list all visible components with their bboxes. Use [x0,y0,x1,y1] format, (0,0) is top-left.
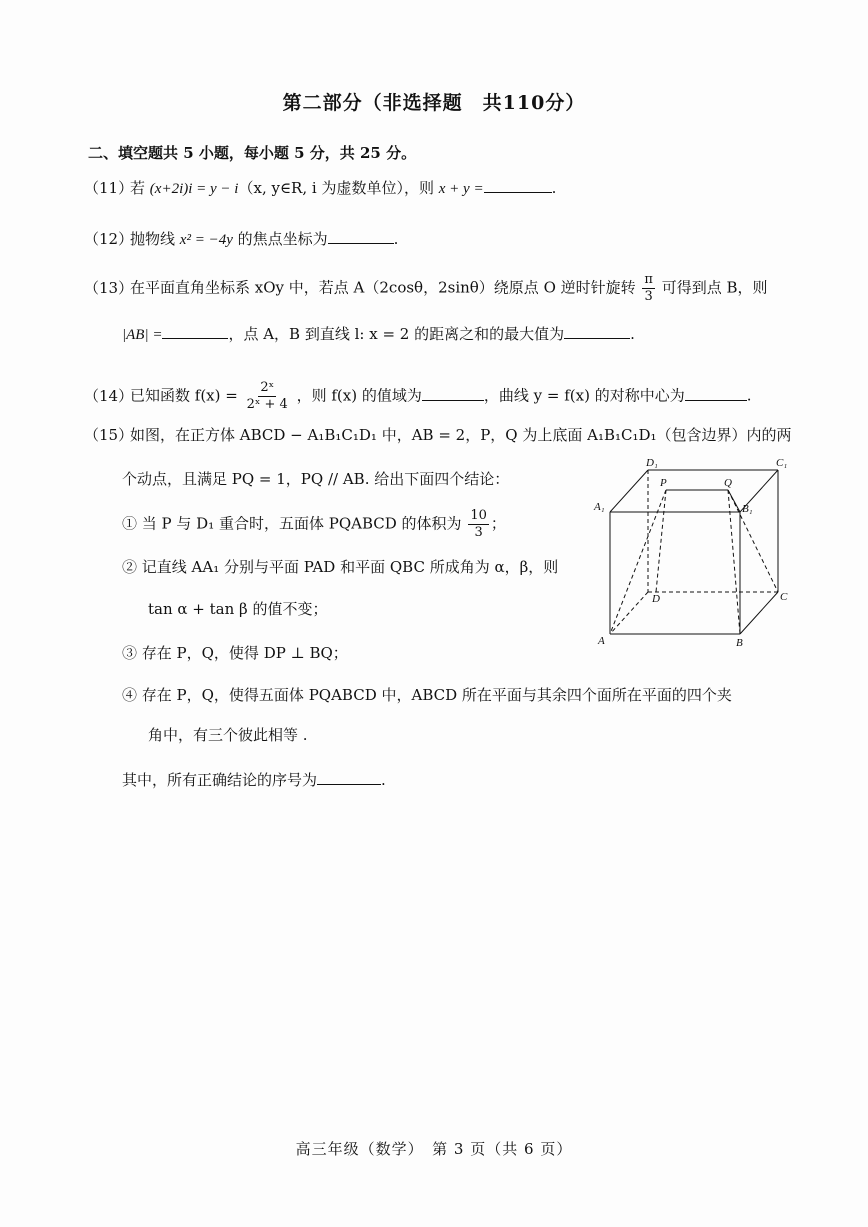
question-number: （13） [84,278,134,297]
question-13-line-2: |AB| = ，点 A，B 到直线 l: x = 2 的距离之和的最大值为 . [122,322,635,346]
conclusion-2: ② 记直线 AA₁ 分别与平面 PAD 和平面 QBC 所成角为 α，β，则 [122,558,559,576]
label-c1: C₁ [776,457,788,469]
edge-bc [740,592,778,634]
label-d: D [652,593,660,605]
label-a1: A₁ [594,501,605,513]
conclusion-3: ③ 存在 P，Q，使得 DP ⊥ BQ； [122,644,348,662]
page-footer: 高三年级（数学） 第 3 页（共 6 页） [295,1140,573,1158]
section-header: 二、填空题共 5 小题，每小题 5 分，共 25 分。 [88,144,417,162]
label-q: Q [724,477,732,489]
answer-blank[interactable] [422,384,484,401]
conclusion-1: ① 当 P 与 D₁ 重合时，五面体 PQABCD 的体积为 $\frac{10}{3}$ ； [122,508,506,540]
question-15: （15）如图，在正方体 ABCD − A₁B₁C₁D₁ 中，AB = 2，P，Q 为上底面 A₁B₁C₁D₁（包含边界）内的两 [84,426,792,444]
final-question: 其中，所有正确结论的序号为 . [122,768,386,791]
question-14: （14）已知函数 f(x) = $\frac{\text{2ˣ}}{\text{2ˣ + 4}}$ ，则 f(x) 的值域为 ，曲线 y = f(x) 的对称中心为 . [84,380,752,412]
label-a: A [598,635,605,647]
fraction: $\frac{\text{2ˣ}}{\text{2ˣ + 4}}$ [246,380,288,412]
question-number: （14） [84,386,134,405]
answer-blank[interactable] [685,384,747,401]
label-p: P [660,477,667,489]
question-13: （13）在平面直角坐标系 xOy 中，若点 A（2cosθ，2sinθ）绕原点 O 逆时针旋转 $\frac{\pi}{3}$ 可得到点 B，则 [84,272,768,304]
label-c: C [780,591,788,603]
cube-figure [590,452,800,652]
answer-blank[interactable] [328,227,394,244]
question-15-line-2: 个动点，且满足 PQ = 1，PQ // AB. 给出下面四个结论： [122,470,510,488]
label-d1: D₁ [646,457,658,469]
edge-da [610,592,648,634]
answer-blank[interactable] [564,322,630,339]
answer-blank[interactable] [162,322,228,339]
part-title: 第二部分（非选择题 共110分） [282,92,586,114]
conclusion-2-line-2: tan α + tan β 的值不变； [148,600,328,618]
label-b: B [736,637,743,649]
label-b1: B₁ [742,503,753,515]
conclusion-4-line-2: 角中，有三个彼此相等 . [148,726,308,744]
fraction: $\frac{10}{3}$ [470,508,487,540]
question-11: （11）若 (x+2i)i = y − i（x, y∈R, i 为虚数单位），则 x + y = . [84,176,556,200]
question-number: （12） [84,230,134,248]
fraction: $\frac{\pi}{3}$ [644,272,653,304]
edge-a1d1 [610,470,648,512]
answer-blank[interactable] [317,768,381,785]
question-12: （12）抛物线 x² = −4y 的焦点坐标为 . [84,227,398,251]
answer-blank[interactable] [484,176,552,193]
segment-pd [656,490,666,592]
question-number: （15） [84,426,134,444]
question-number: （11） [84,179,134,197]
conclusion-4: ④ 存在 P，Q，使得五面体 PQABCD 中，ABCD 所在平面与其余四个面所在平面的四个夹 [122,686,732,704]
